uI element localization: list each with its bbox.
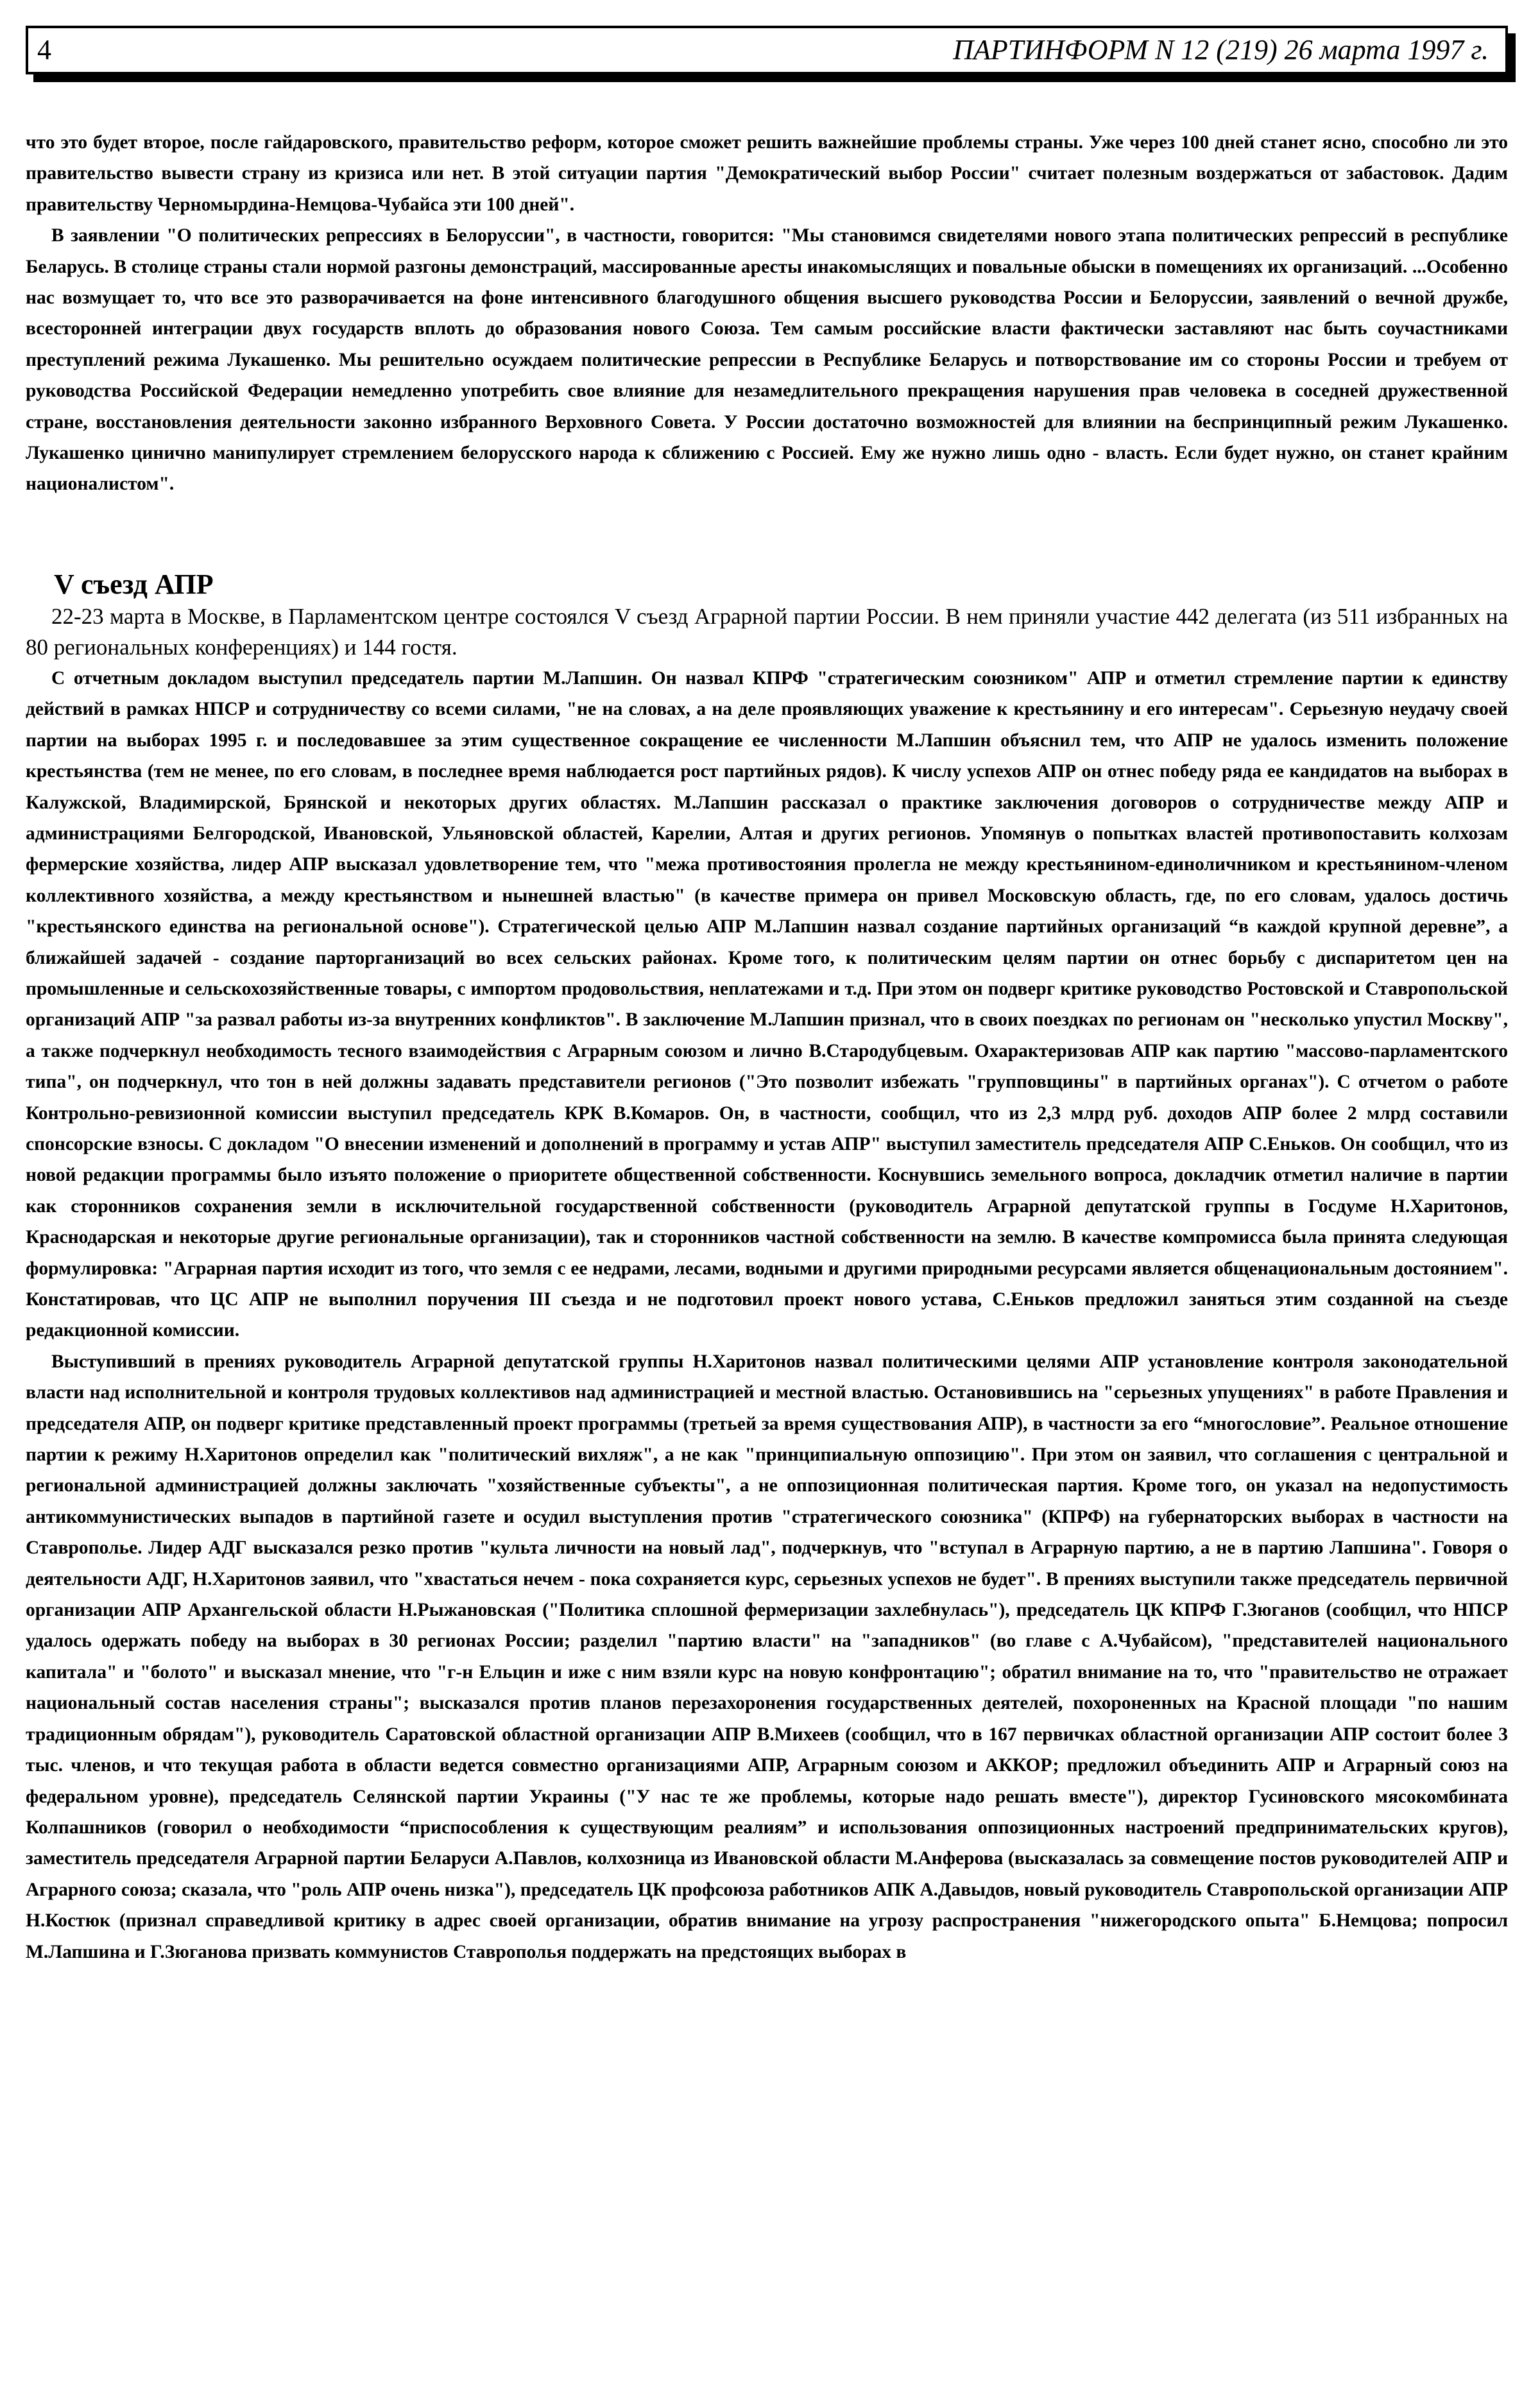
section-lead: 22-23 марта в Москве, в Парламентском центре состоялся V съезд Аграрной партии России. В нем приняли участие 442 делегата (из 511 избранных на 80 региональных конференциях) и 144 гостя. xyxy=(26,603,1508,660)
newspaper-page xyxy=(26,26,1508,1967)
intro-paragraph: что это будет второе, после гайдаровского, правительство реформ, которое сможет решить важнейшие проблемы страны. Уже через 100 дней станет ясно, способно ли это правительство вывести страну из кризиса или нет. В этой ситуации партия "Демократический выбор России" считает полезным воздержаться от забастовок. Дадим правительству Черномырдина-Немцова-Чубайса эти 100 дней". xyxy=(26,132,1508,215)
page-number: 4 xyxy=(37,34,51,65)
article-body xyxy=(26,127,1508,1967)
report-paragraph: С отчетным докладом выступил председатель партии М.Лапшин. Он назвал КПРФ "стратегическим союзником" АПР и отметил стремление партии к единству действий в рамках НПСР и сотрудничеству со всеми силами, "не на словах, а на деле проявляющих уважение к крестьянину и его интересам". Серьезную неудачу своей партии на выборах 1995 г. и последовавшее за этим существенное сокращение ее численности М.Лапшин объяснил тем, что АПР не удалось изменить положение крестьянства (тем не менее, по его словам, в последнее время наблюдается рост партийных рядов). К числу успехов АПР он отнес победу ряда ее кандидатов на выборах в Калужской, Владимирской, Брянской и некоторых других областях. М.Лапшин рассказал о практике заключения договоров о сотрудничестве между АПР и администрациями Белгородской, Ивановской, Ульяновской областей, Карелии, Алтая и других регионов. Упомянув о попытках властей противопоставить колхозам фермерские хозяйства, лидер АПР высказал удовлетворение тем, что "межа противостояния пролегла не между крестьянином-единоличником и крестьянином-членом коллективного хозяйства, а между крестьянством и нынешней властью" (в качестве примера он привел Московскую область, где, по его словам, удалось достичь "крестьянского единства на региональной основе"). Стратегической целью АПР М.Лапшин назвал создание партийных организаций “в каждой крупной деревне”, а ближайшей задачей - создание парторганизаций во всех сельских районах. Кроме того, к политическим целям партии он отнес борьбу с диспаритетом цен на промышленные и сельскохозяйственные товары, с импортом продовольствия, неплатежами и т.д. При этом он подверг критике руководство Ростовской и Ставропольской организаций АПР "за развал работы из-за внутренних конфликтов". В заключение М.Лапшин признал, что в своих поездках по регионам он "несколько упустил Москву", а также подчеркнул необходимость тесного взаимодействия с Аграрным союзом и лично В.Стародубцевым. Охарактеризовав АПР как партию "массово-парламентского типа", он подчеркнул, что тон в ней должны задавать представители регионов ("Это позволит избежать "групповщины" в партийных органах"). С отчетом о работе Контрольно-ревизионной комиссии выступил председатель КРК В.Комаров. Он, в частности, сообщил, что из 2,3 млрд руб. доходов АПР более 2 млрд составили спонсорские взносы. С докладом "О внесении изменений и дополнений в программу и устав АПР" выступил заместитель председателя АПР С.Еньков. Он сообщил, что из новой редакции программы было изъято положение о приоритете общественной собственности. Коснувшись земельного вопроса, докладчик отметил наличие в партии как сторонников сохранения земли в исключительной государственной собственности (руководитель Аграрной депутатской группы в Госдуме Н.Харитонов, Краснодарская и некоторые другие региональные организации), так и сторонников частной собственности на землю. В качестве компромисса была принята следующая формулировка: "Аграрная партия исходит из того, что земля с ее недрами, лесами, водными и другими природными ресурсами является общенациональным достоянием". Констатировав, что ЦС АПР не выполнил поручения III съезда и не подготовил проект нового устава, С.Еньков предложил заняться этим созданной на съезде редакционной комиссии. xyxy=(26,667,1508,1341)
debate-paragraph: Выступивший в прениях руководитель Аграрной депутатской группы Н.Харитонов назвал политическими целями АПР установление контроля законодательной власти над исполнительной и контроля трудовых коллективов над администрацией и местной властью. Остановившись на "серьезных упущениях" в работе Правления и председателя АПР, он подверг критике представленный проект программы (третьей за время существования АПР), в частности за его “многословие”. Реальное отношение партии к режиму Н.Харитонов определил как "политический вихляж", а не как "принципиальную оппозицию". При этом он заявил, что соглашения с центральной и региональной администрацией должны заключать "хозяйственные субъекты", а не оппозиционная политическая партия. Кроме того, он указал на недопустимость антикоммунистических выпадов в партийной газете и осудил выступления против "стратегического союзника" (КПРФ) на губернаторских выборах в частности на Ставрополье. Лидер АДГ высказался резко против "культа личности на новый лад", подчеркнув, что "вступал в Аграрную партию, а не в партию Лапшина". Говоря о деятельности АДГ, Н.Харитонов заявил, что "хвастаться нечем - пока сохраняется курс, серьезных успехов не будет". В прениях выступили также председатель первичной организации АПР Архангельской области Н.Рыжановская ("Политика сплошной фермеризации захлебнулась"), председатель ЦК КПРФ Г.Зюганов (сообщил, что НПСР удалось одержать победу на выборах в 30 регионах России; разделил "партию власти" на "западников" (во главе с А.Чубайсом), "представителей национального капитала" и "болото" и высказал мнение, что "г-н Ельцин и иже с ним взяли курс на новую конфронтацию"; обратил внимание на то, что "правительство не отражает национальный состав населения страны"; высказался против планов перезахоронения государственных деятелей, похороненных на Красной площади "по нашим традиционным обрядам"), руководитель Саратовской областной организации АПР В.Михеев (сообщил, что в 167 первичках областной организации АПР состоит более 3 тыс. членов, и что текущая работа в области ведется совместно организациями АПР, Аграрным союзом и АККОР; предложил объединить АПР и Аграрный союз на федеральном уровне), председатель Селянской партии Украины ("У нас те же проблемы, которые надо решать вместе"), директор Гусиновского мясокомбината Колпашников (говорил о необходимости “приспособления к существующим реалиям” и использования оппозиционных настроений предпринимательских кругов), заместитель председателя Аграрной партии Беларуси А.Павлов, колхозница из Ивановской области М.Анферова (высказалась за совмещение постов руководителей АПР и Аграрного союза; сказала, что "роль АПР очень низка"), председатель ЦК профсоюза работников АПК А.Давыдов, новый руководитель Ставропольской организации АПР Н.Костюк (признал справедливой критику в адрес своей организации, обратив внимание на угрозу распространения "нижегородского опыта" Б.Немцова; попросил М.Лапшина и Г.Зюганова призвать коммунистов Ставрополья поддержать на предстоящих выборах в xyxy=(26,1351,1508,1962)
masthead: ПАРТИНФОРМ N 12 (219) 26 марта 1997 г. xyxy=(953,34,1489,65)
section-heading: V съезд АПР xyxy=(54,568,214,600)
page-header xyxy=(26,26,1508,74)
repressions-paragraph: В заявлении "О политических репрессиях в Белоруссии", в частности, говорится: "Мы становимся свидетелями нового этапа политических репрессий в республике Беларусь. В столице страны стали нормой разгоны демонстраций, массированные аресты инакомыслящих и повальные обыски в помещениях их организаций. ...Особенно нас возмущает то, что все это разворачивается на фоне интенсивного благодушного общения высшего руководства России и Белоруссии, заявлений о вечной дружбе, всесторонней интеграции двух государств вплоть до образования нового Союза. Тем самым российские власти фактически заставляют нас быть соучастниками преступлений режима Лукашенко. Мы решительно осуждаем политические репрессии в Республике Беларусь и потворствование им со стороны России и требуем от руководства Российской Федерации немедленно употребить свое влияние для незамедлительного прекращения нарушения прав человека в соседней дружественной стране, восстановления деятельности законно избранного Верховного Совета. У России достаточно возможностей для влиянии на беспринципный режим Лукашенко. Лукашенко цинично манипулирует стремлением белорусского народа к сближению с Россией. Ему же нужно лишь одно - власть. Если будет нужно, он станет крайним националистом". xyxy=(26,225,1508,495)
